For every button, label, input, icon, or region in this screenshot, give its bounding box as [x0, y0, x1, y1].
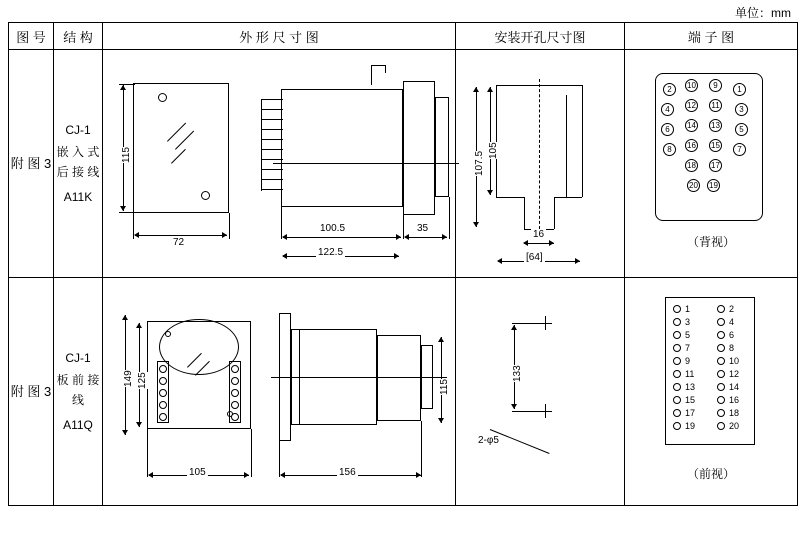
front-term-num-r7: 14: [729, 381, 740, 392]
front-term-dot-l1: [673, 305, 681, 313]
side-view-rear-inner: [435, 97, 449, 197]
front-term-dot-l9: [673, 409, 681, 417]
front-term-num-r6: 12: [729, 368, 740, 379]
dim-1005-arrow-l: [282, 234, 287, 240]
header-no: 图 号: [9, 23, 54, 50]
panel-screw-tl: [165, 331, 171, 337]
side-center-line2: [271, 377, 447, 378]
dim-width-line: [135, 235, 227, 236]
front-term-dot-l6: [673, 370, 681, 378]
terminal-12: 12: [685, 99, 698, 112]
dim-105b-ext-r: [251, 429, 252, 477]
fin-9: [261, 179, 283, 180]
dim-width-arrow-r: [222, 232, 227, 238]
row2-code: A11Q: [63, 417, 93, 432]
row1-structure: [54, 50, 103, 278]
front-term-num-l3: 5: [685, 329, 691, 340]
mount-slot-r: [554, 197, 555, 229]
front-term-num-r3: 6: [729, 329, 735, 340]
front-term-dot-l8: [673, 396, 681, 404]
notch-left: [371, 65, 372, 85]
dim-1075-arrow-d: [473, 222, 479, 227]
row1-structure-text: 嵌 入 式 后 接 线: [56, 145, 100, 179]
front-term-num-l6: 11: [685, 368, 695, 379]
front-term-dot-r7: [717, 383, 725, 391]
fin-5: [261, 139, 283, 140]
terminal-7: 7: [733, 143, 746, 156]
dim-height-ext-top: [119, 84, 135, 85]
front-term-num-l4: 7: [685, 342, 691, 353]
unit-note: 单位：mm: [735, 6, 791, 20]
fin-6: [261, 149, 283, 150]
front-term-num-l1: 1: [685, 303, 691, 314]
terminal-14: 14: [685, 119, 698, 132]
row2-mounting-drawing: [456, 278, 625, 506]
front-term-num-l2: 3: [685, 316, 691, 327]
dim-133-ext-bot: [512, 411, 538, 412]
fin-3: [261, 119, 283, 120]
fin-4: [261, 129, 283, 130]
dim-64-label: [64]: [526, 251, 543, 263]
dim-133-label: 133: [512, 364, 523, 382]
terminal-15: 15: [709, 139, 722, 152]
strip-l-t5: [159, 413, 167, 421]
front-term-dot-r8: [717, 396, 725, 404]
header-structure: 结 构: [54, 23, 103, 50]
dim-35-ext-r: [449, 197, 450, 239]
terminal-19: 19: [707, 179, 720, 192]
dim-1005-line: [283, 237, 401, 238]
row1-no-text: 附 图 3: [10, 155, 52, 171]
side-view-rear: [403, 81, 435, 215]
dim-149-arrow-u: [122, 315, 128, 320]
front-term-dot-r1: [717, 305, 725, 313]
row2-no: [9, 278, 54, 506]
table-row: [9, 278, 798, 506]
strip-r-t3: [231, 389, 239, 397]
dim-115b-label: 115: [439, 378, 450, 395]
fin-7: [261, 159, 283, 160]
front-term-num-r2: 4: [729, 316, 735, 327]
dim-105-arrow-d: [487, 190, 493, 195]
strip-l-t3: [159, 389, 167, 397]
dim-105b-label: 105: [189, 466, 206, 478]
front-term-num-l10: 19: [685, 420, 696, 431]
dim-105b-ext-l: [147, 429, 148, 477]
header-terminal: 端 子 图: [625, 23, 798, 50]
row1-outline-drawing: [103, 50, 456, 278]
mount-slot-l: [524, 197, 525, 229]
table-header-row: [9, 23, 798, 50]
dim-1225-arrow-r: [394, 253, 399, 259]
hole-label: 2-φ5: [478, 434, 499, 446]
fin-2: [261, 109, 283, 110]
mount-bottom-line: [496, 197, 524, 198]
dim-1005-arrow-r: [396, 234, 401, 240]
front-term-num-l9: 17: [685, 407, 696, 418]
dim-105-label: 105: [488, 141, 499, 159]
dim-115b-arrow-u: [438, 337, 444, 342]
dim-115b-arrow-d: [438, 418, 444, 423]
front-term-dot-l4: [673, 344, 681, 352]
hole2-cross-v: [545, 404, 546, 418]
dim-height-arrow-top: [120, 85, 126, 90]
screw-hole-bottom: [201, 191, 210, 200]
terminal-2: 2: [663, 83, 676, 96]
front-term-num-r4: 8: [729, 342, 735, 353]
front-term-dot-l2: [673, 318, 681, 326]
terminal-9: 9: [709, 79, 722, 92]
terminal-20: 20: [687, 179, 700, 192]
dim-width-ext-r: [229, 213, 230, 239]
terminal-6: 6: [661, 123, 674, 136]
row2-structure-text: 板 前 接 线: [56, 373, 100, 407]
terminal-17: 17: [709, 159, 722, 172]
screw-hole-top: [158, 93, 167, 102]
front-term-dot-r3: [717, 331, 725, 339]
row2-outline-drawing: [103, 278, 456, 506]
front-term-num-r9: 18: [729, 407, 740, 418]
fin-8: [261, 169, 283, 170]
front-term-dot-r9: [717, 409, 725, 417]
dim-125-label: 125: [137, 371, 148, 389]
dim-1005-label: 100.5: [320, 222, 346, 234]
dim-133-arrow-d: [511, 404, 517, 409]
table-row: [9, 50, 798, 278]
strip-r-t5: [231, 413, 239, 421]
strip-r-t2: [231, 377, 239, 385]
front-term-dot-r2: [717, 318, 725, 326]
dim-133-arrow-u: [511, 325, 517, 330]
front-term-dot-l3: [673, 331, 681, 339]
front-term-num-r1: 2: [729, 303, 735, 314]
side-rear-body: [377, 335, 421, 421]
front-term-num-r10: 20: [729, 420, 740, 431]
mount-centerline: [539, 79, 540, 229]
terminal-18: 18: [685, 159, 698, 172]
strip-l-t4: [159, 401, 167, 409]
dim-149-label: 149: [123, 369, 134, 387]
dim-156-ext-l: [279, 441, 280, 477]
dim-125-arrow-u: [136, 323, 142, 328]
dim-16-arrow-r: [549, 240, 554, 246]
dim-height-arrow-bottom: [120, 206, 126, 211]
mount-right-line: [582, 85, 583, 197]
dim-133-ext-top: [512, 323, 538, 324]
row1-code: A11K: [63, 189, 93, 204]
terminal-11: 11: [709, 99, 722, 112]
strip-l-t2: [159, 377, 167, 385]
dim-1225-arrow-l: [282, 253, 287, 259]
dim-125-arrow-d: [136, 422, 142, 427]
terminal-10: 10: [685, 79, 698, 92]
mount-left-line: [496, 85, 497, 197]
dim-105-line: [490, 87, 491, 195]
front-term-num-l5: 9: [685, 355, 691, 366]
row1-model: CJ-1: [65, 123, 91, 138]
dim-156-ext-r: [421, 421, 422, 477]
spec-table: [8, 22, 798, 506]
dim-72-label: 72: [173, 236, 185, 248]
front-term-num-l7: 13: [685, 381, 696, 392]
notch-top: [371, 65, 385, 66]
row2-model: CJ-1: [65, 351, 91, 366]
side-view-center: [273, 163, 459, 164]
row1-mounting-drawing: [456, 50, 625, 278]
front-view-outline: [133, 83, 229, 213]
strip-r-t1: [231, 365, 239, 373]
dim-width-arrow-l: [134, 232, 139, 238]
dim-width-ext-l: [133, 213, 134, 239]
front-term-num-r8: 16: [729, 394, 740, 405]
terminal-13: 13: [709, 119, 722, 132]
terminal-view-label-front: （前视）: [686, 466, 735, 481]
side-view-body: [281, 89, 403, 207]
notch-right: [385, 65, 386, 73]
dim-35-arrow-r: [442, 234, 447, 240]
panel-ellipse: [159, 319, 239, 375]
front-term-dot-r4: [717, 344, 725, 352]
terminal-8: 8: [663, 143, 676, 156]
dim-1005-ext-l: [281, 207, 282, 239]
dim-35-line: [405, 237, 447, 238]
strip-l-t1: [159, 365, 167, 373]
terminal-16: 16: [685, 139, 698, 152]
dim-64-arrow-r: [575, 258, 580, 264]
header-outline: 外 形 尺 寸 图: [103, 23, 456, 50]
dim-1075-label: 107.5: [474, 150, 485, 176]
dim-105b-arrow-r: [244, 472, 249, 478]
row2-terminal-diagram: [625, 278, 798, 506]
dim-105-arrow-u: [487, 87, 493, 92]
row2-no-text: 附 图 3: [10, 383, 52, 399]
terminal-1: 1: [733, 83, 746, 96]
dim-115-label: 115: [121, 146, 132, 163]
front-term-num-r5: 10: [729, 355, 740, 366]
front-term-dot-r6: [717, 370, 725, 378]
dim-16-label: 16: [533, 228, 545, 240]
front-term-dot-r10: [717, 422, 725, 430]
dim-156-label: 156: [339, 466, 356, 478]
strip-r-t4: [231, 401, 239, 409]
mount-bottom-line2: [554, 197, 582, 198]
dim-149-arrow-d: [122, 430, 128, 435]
hole1-cross-v: [545, 316, 546, 330]
dim-35-arrow-l: [404, 234, 409, 240]
front-term-dot-r5: [717, 357, 725, 365]
fin-10: [261, 189, 283, 190]
dim-16-arrow-l: [523, 240, 528, 246]
row1-no: [9, 50, 54, 278]
terminal-view-label-back: （背视）: [686, 234, 735, 249]
dim-64-arrow-l: [497, 258, 502, 264]
row1-terminal-diagram: [625, 50, 798, 278]
front-term-dot-l7: [673, 383, 681, 391]
dim-1225-label: 122.5: [318, 246, 344, 258]
fin-spine: [261, 99, 262, 191]
side-body-div: [299, 329, 300, 425]
header-mounting: 安装开孔尺寸图: [456, 23, 625, 50]
front-term-dot-l5: [673, 357, 681, 365]
dim-105b-arrow-l: [148, 472, 153, 478]
fin-1: [261, 99, 283, 100]
row2-structure: [54, 278, 103, 506]
terminal-4: 4: [661, 103, 674, 116]
dim-35-label: 35: [417, 222, 429, 234]
terminal-5: 5: [735, 123, 748, 136]
dim-1075-arrow-u: [473, 87, 479, 92]
front-term-num-l8: 15: [685, 394, 696, 405]
dim-156-arrow-l: [280, 472, 285, 478]
mount-inner-v: [566, 95, 567, 197]
terminal-3: 3: [735, 103, 748, 116]
front-term-dot-l10: [673, 422, 681, 430]
